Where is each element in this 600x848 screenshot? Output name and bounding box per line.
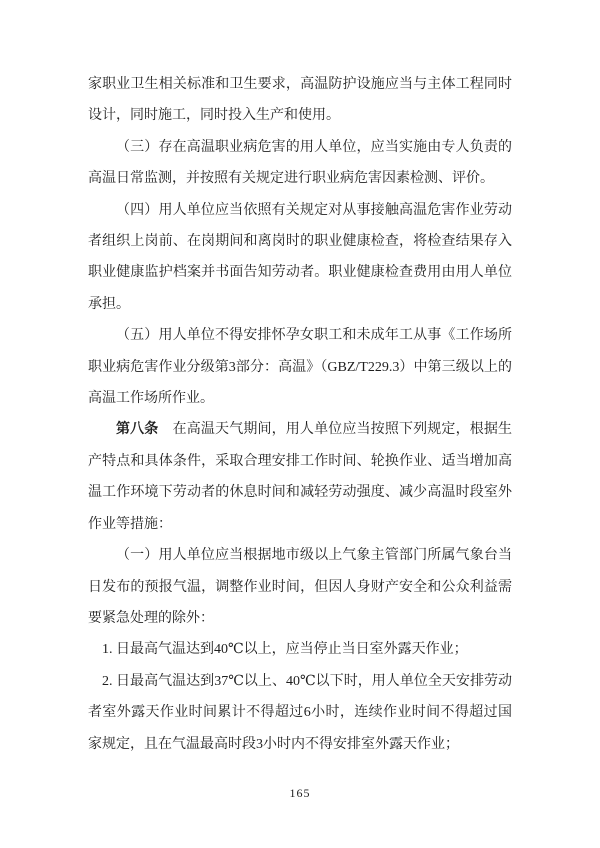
paragraph-numbered-item-2: 2. 日最高气温达到37℃以上、40℃以下时，用人单位全天安排劳动者室外露天作业时间累计不得超过6小时，连续作业时间不得超过国家规定，且在气温最高时段3小时内不得安排室外露天作业； <box>88 673 512 752</box>
article-number-label: 第八条 <box>116 422 159 438</box>
paragraph-subclause-1: （一）用人单位应当根据地市级以上气象主管部门所属气象台当日发布的预报气温，调整作业时间，但因人身财产安全和公众利益需要紧急处理的除外： <box>88 548 512 626</box>
paragraph-clause-4: （四）用人单位应当依照有关规定对从事接触高温危害作业劳动者组织上岗前、在岗期间和离岗时的职业健康检查，将检查结果存入职业健康监护档案并书面告知劳动者。职业健康检查费用由用人单位承担。 <box>88 202 512 312</box>
page-number: 165 <box>289 786 311 800</box>
article-8-body: 在高温天气期间，用人单位应当按照下列规定，根据生产特点和具体条件，采取合理安排工作时间、轮换作业、适当增加高温工作环境下劳动者的休息时间和减轻劳动强度、减少高温时段室外作业等措施： <box>88 422 513 532</box>
paragraph-clause-3: （三）存在高温职业病危害的用人单位，应当实施由专人负责的高温日常监测，并按照有关规定进行职业病危害因素检测、评价。 <box>88 139 512 187</box>
document-body <box>88 69 512 760</box>
paragraph-numbered-item-1: 1. 日最高气温达到40℃以上，应当停止当日室外露天作业； <box>102 642 468 658</box>
paragraph-continuation: 家职业卫生相关标准和卫生要求，高温防护设施应当与主体工程同时设计，同时施工，同时投入生产和使用。 <box>88 77 512 124</box>
paragraph-clause-5: （五）用人单位不得安排怀孕女职工和未成年工从事《工作场所职业病危害作业分级第3部分：高温》（GBZ/T229.3）中第三级以上的高温工作场所作业。 <box>88 328 512 407</box>
paragraph-article-8 <box>88 414 512 540</box>
